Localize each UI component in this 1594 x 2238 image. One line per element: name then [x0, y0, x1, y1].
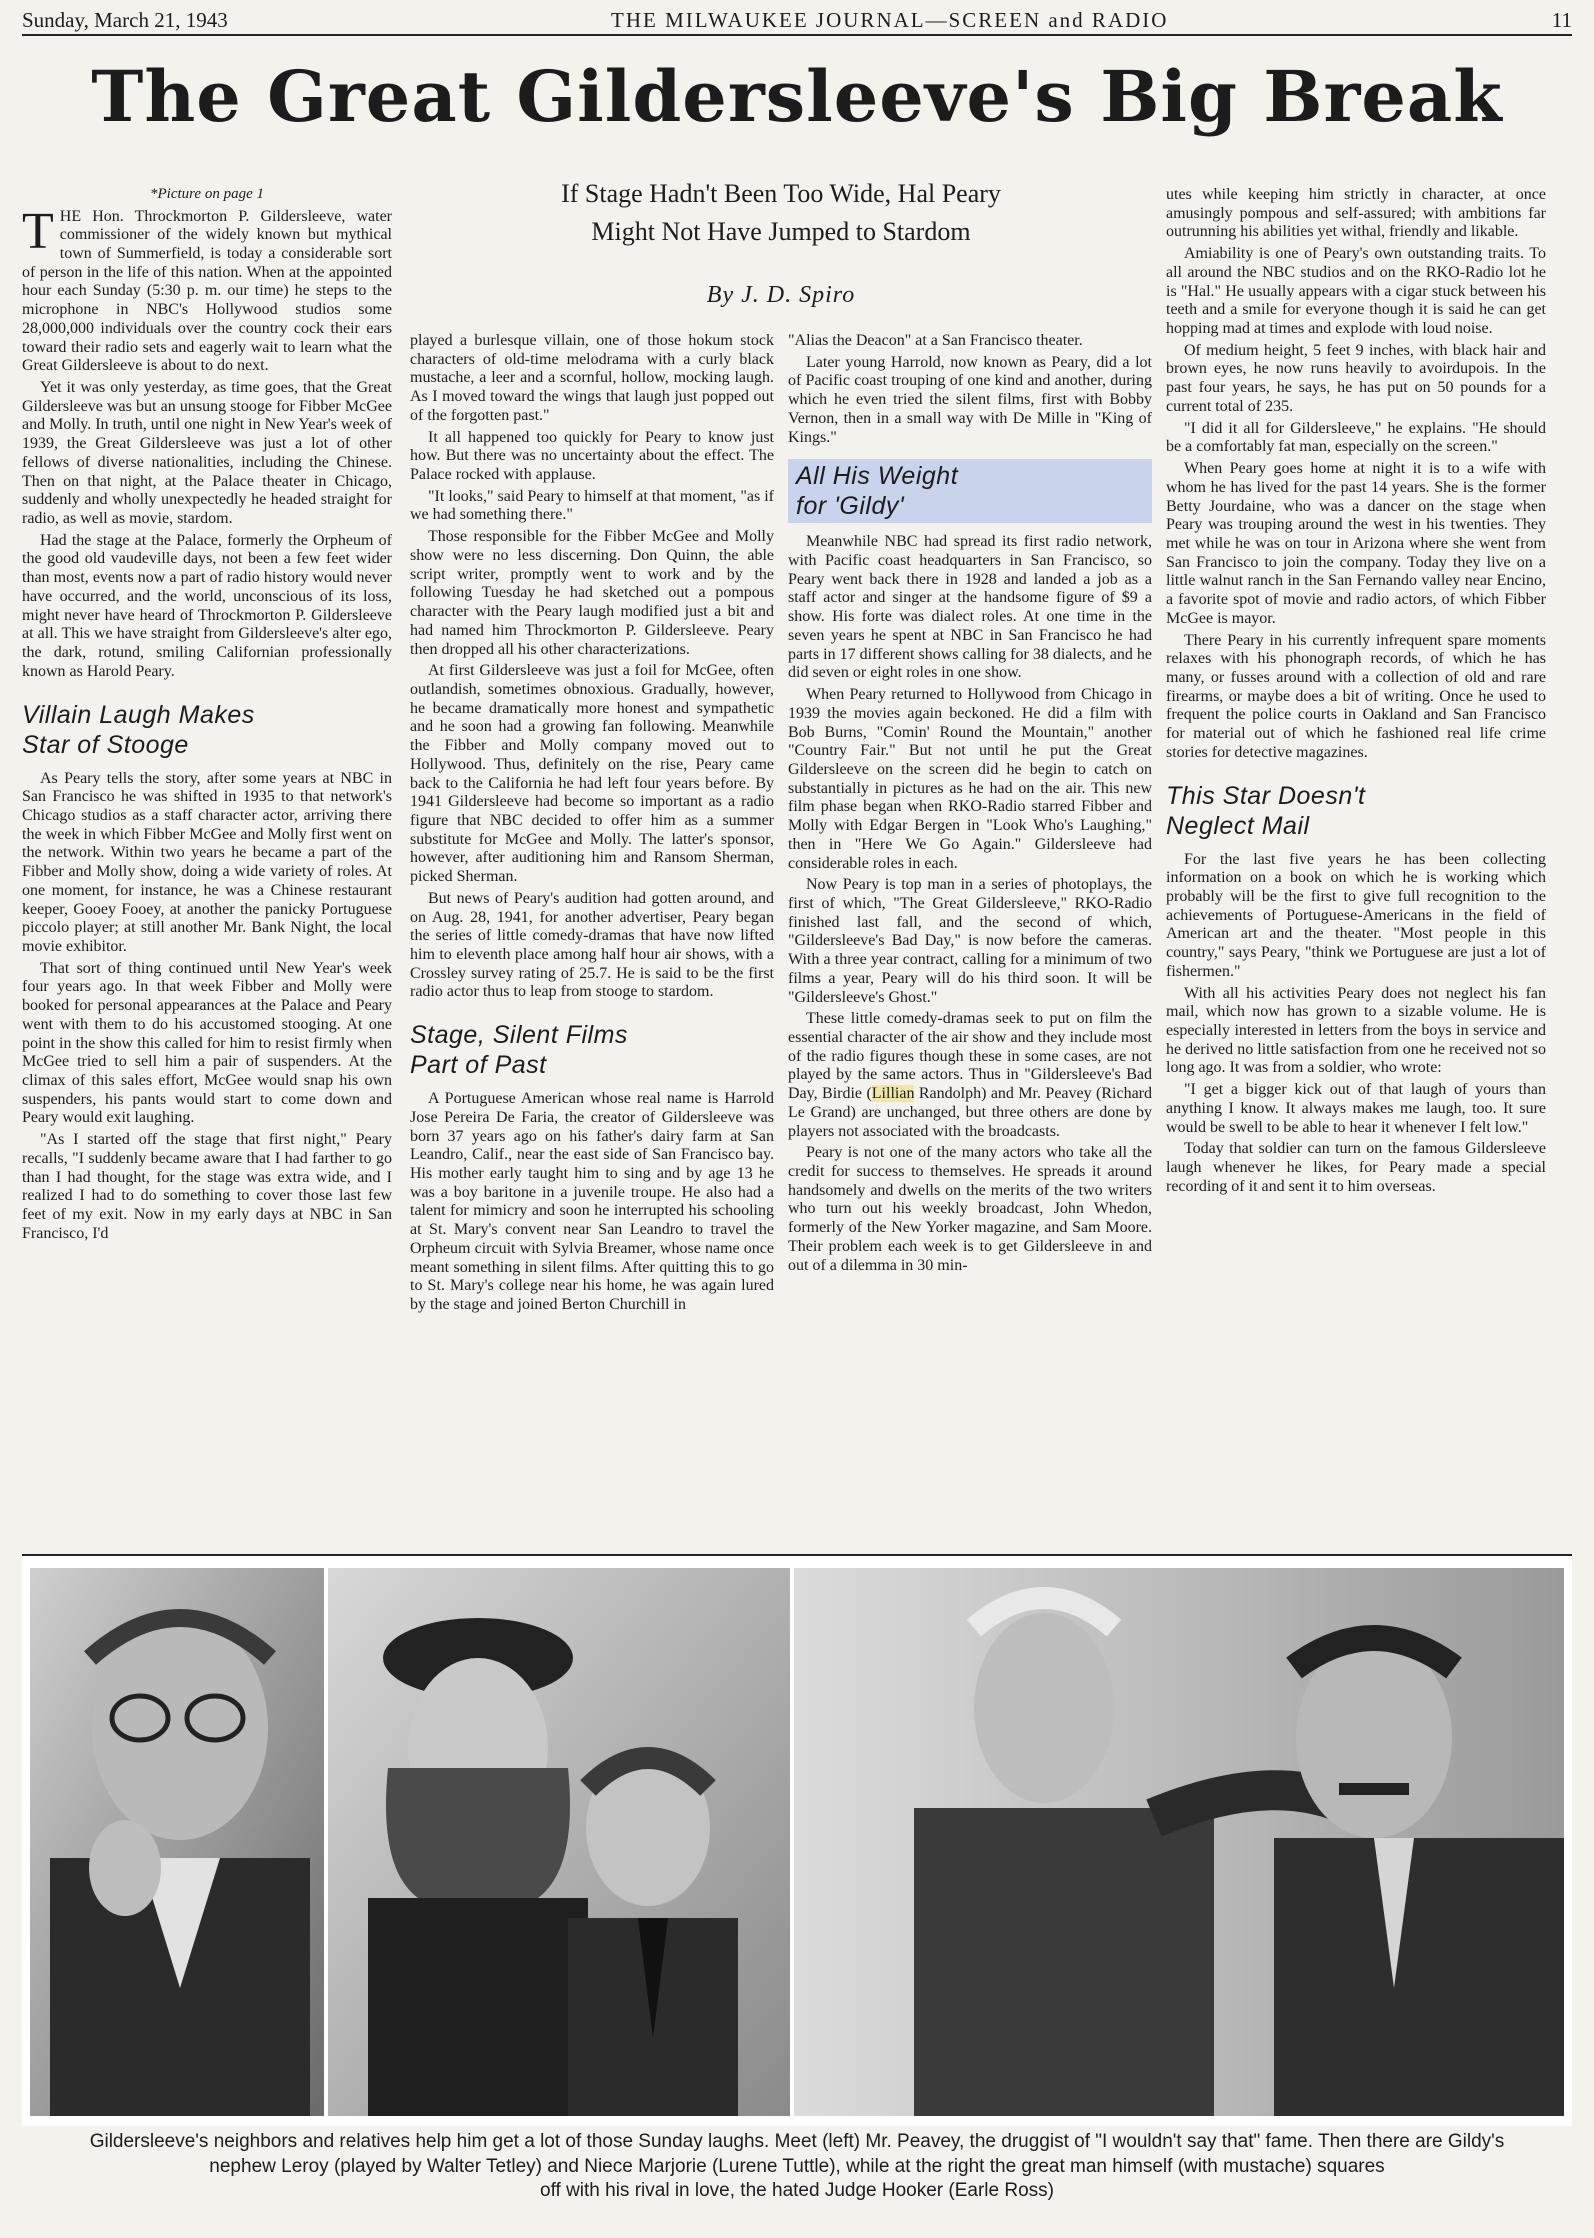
- photo-leroy-and-marjorie-image: [328, 1568, 790, 2116]
- paragraph: When Peary returned to Hollywood from Chicago in 1939 the movies again beckoned. He did a film with Bob Burns, "Comin' Round the Mountain," another "Country Fair." But not until he put the Great Gildersleeve on the screen did he begin to catch on substantially in pictures as he had on the air. This new film phase began when RKO-Radio starred Fibber and Molly with Edgar Bergen in "Look Who's Laughing," then in "Here We Go Again." Gildersleeve had considerable roles in each.: [788, 686, 1152, 872]
- photo-caption: [22, 2130, 1572, 2204]
- subhead-line: Neglect Mail: [1166, 811, 1310, 840]
- paragraph: "Alias the Deacon" at a San Francisco theater.: [788, 332, 1083, 349]
- caption-line: nephew Leroy (played by Walter Tetley) and Niece Marjorie (Lurene Tuttle), while at the right the great man himself (with mustache) squares: [209, 2155, 1385, 2177]
- caption-line: off with his rival in love, the hated Judge Hooker (Earle Ross): [540, 2180, 1054, 2202]
- paragraph: "As I started off the stage that first night," Peary recalls, "I suddenly became aware that I had farther to go than I had thought, for the stage was extra wide, and I realized I had to do something to cover those last few feet of my exit. Now in my early days at NBC in San Francisco, I'd: [22, 1131, 392, 1242]
- masthead-date: Sunday, March 21, 1943: [22, 7, 228, 32]
- lead-text: HE Hon. Throckmorton P. Gildersleeve, water commissioner of the widely known but mythical town of Summerfield, is today a considerable sort of person in the life of this nation. When at the appointed hour each Sunday (5:30 p. m. our time) he steps to the microphone in NBC's Hollywood studios some 28,000,000 individuals over the country cock their ears toward their radio sets and eagerly wait to learn what the Great Gildersleeve is about to do next.: [22, 207, 392, 375]
- subhead-line: Part of Past: [410, 1051, 547, 1080]
- masthead-page-number: 11: [1551, 7, 1572, 32]
- paragraph: "I get a bigger kick out of that laugh of yours than anything I know. It always makes me laugh, too. It sure would be swell to be able to hear it whenever I felt low.": [1166, 1081, 1546, 1136]
- article-column-1: [22, 186, 392, 1536]
- drop-cap: T: [22, 202, 54, 260]
- paragraph: Later young Harrold, now known as Peary, did a lot of Pacific coast trouping of one kind and another, during which he even tried the silent films, first with Bobby Vernon, then in a small way with De Mille in "King of Kings.": [788, 353, 1152, 446]
- headline: The Great Gildersleeve's Big Break: [91, 55, 1503, 138]
- subhead-all-his-weight: [788, 459, 1152, 523]
- subhead-line: for 'Gildy': [796, 492, 905, 521]
- masthead-paper: THE MILWAUKEE JOURNAL—SCREEN and RADIO: [611, 7, 1169, 32]
- paragraph: Now Peary is top man in a series of photoplays, the first of which, "The Great Gildersleeve," RKO-Radio finished last fall, and the second of which, "Gildersleeve's Bad Day," is now before the cameras. With a three year contract, calling for a minimum of two films a year, Peary will do his third soon. It will be "Gildersleeve's Ghost.": [788, 876, 1152, 1006]
- paragraph: It all happened too quickly for Peary to know just how. But there was no uncertainty about the effect. The Palace rocked with applause.: [410, 428, 774, 484]
- paragraph: "It looks," said Peary to himself at that moment, "as if we had something there.": [410, 487, 774, 524]
- subhead-line: Star of Stooge: [22, 730, 189, 759]
- paragraph: There Peary in his currently infrequent spare moments relaxes with his phonograph records, of which he has many, or fusses around with a collection of old and rare firearms, or maybe does a bit of writing. Once he used to frequent the police courts in Oakland and San Francisco for material out of which he fashioned real life crime stories for detective magazines.: [1166, 631, 1546, 761]
- paragraph: utes while keeping him strictly in character, at once amusingly pompous and self-assured; with ambitions far outrunning his abilities yet withal, friendly and likable.: [1166, 186, 1546, 241]
- paragraph: Today that soldier can turn on the famous Gildersleeve laugh whenever he likes, for Peary made a special recording of it and sent it to him overseas.: [1166, 1140, 1546, 1195]
- article-column-3: [788, 332, 1152, 1532]
- deck: [410, 175, 1152, 250]
- subhead-line: Villain Laugh Makes: [22, 700, 255, 729]
- paragraph: Yet it was only yesterday, as time goes, that the Great Gildersleeve was but an unsung stooge for Fibber McGee and Molly. In truth, until one night in New Year's week of 1939, the Great Gildersleeve was just a lot of other fellows of diverse nationalities, including the Chinese. Then on that night, at the Palace theater in Chicago, suddenly and wholly unexpectedly he headed straight for radio, as well as movie, stardom.: [22, 379, 392, 528]
- text-run: These little comedy-dramas seek to put on film the essential character of the air show and they include most of the radio figures though these in some cases, are not played by the same actors. Thus in "Gildersleeve's Bad Day, Birdie (: [788, 1010, 1152, 1103]
- paragraph: Meanwhile NBC had spread its first radio network, with Pacific coast headquarters in San Francisco, so Peary went back there in 1928 and landed a job as a staff actor and singer at the handsome figure of $9 a show. His forte was dialect roles. At one time in the seven years he spent at NBC in San Francisco he had parts in 17 different shows calling for 38 dialects, and he did seven or eight roles in one show.: [788, 533, 1152, 682]
- text-run: Randolph) and Mr. Peavey (Richard Le Grand) are unchanged, but three others are done by players not associated with the broadcasts.: [788, 1085, 1152, 1140]
- paragraph: Amiability is one of Peary's own outstanding traits. To all around the NBC studios and on the RKO-Radio lot he is "Hal." He usually appears with a cigar stuck between his teeth and a smile for everyone though it is said he can get hopping mad at times and explode with loud noise.: [1166, 245, 1546, 338]
- byline: By J. D. Spiro: [706, 282, 856, 308]
- photo-gildersleeve-and-judge-hooker-image: [794, 1568, 1564, 2116]
- photo-gildersleeve-and-judge-hooker: [794, 1568, 1564, 2116]
- paragraph: Of medium height, 5 feet 9 inches, with black hair and brown eyes, he now runs heavily to avoirdupois. In the past four years, he says, he has put on 50 pounds for a current total of 235.: [1166, 341, 1546, 415]
- photo-mr-peavey: [30, 1568, 324, 2116]
- highlighted-word: Lillian: [871, 1085, 915, 1103]
- masthead: [22, 6, 1572, 36]
- paragraph: A Portuguese American whose real name is Harrold Jose Pereira De Faria, the creator of Gildersleeve was born 37 years ago on his father's dairy farm at San Leandro, Calif., near the east side of San Francisco bay. His mother early taught him to sing and by age 13 he was a boy baritone in a juvenile troupe. He also had a talent for mimicry and soon he interrupted his schooling at St. Mary's convent near San Leandro to travel the Orpheum circuit with Sylvia Breamer, whose name once meant something in silent films. After quitting this to go to St. Mary's college near his home, he was again lured by the stage and joined Berton Churchill in: [410, 1090, 774, 1314]
- subhead-line: Stage, Silent Films: [410, 1021, 628, 1050]
- paragraph: That sort of thing continued until New Year's week four years ago. In that week Fibber and Molly were booked for personal appearances at the Palace and Peary went with them to do his accustomed stooging. At one point in the show this called for him to resist firmly when McGee tried to sell him a pair of suspenders. At the climax of this sales effort, McGee would snap his own suspenders, his pants would start to come down and Peary would exit laughing.: [22, 959, 392, 1127]
- paragraph: played a burlesque villain, one of those hokum stock characters of old-time melodrama with a curly black mustache, a leer and a scornful, hollow, mocking laugh. As I moved toward the wings that laugh just popped out of the forgotten past.": [410, 332, 774, 424]
- lead-paragraph: [22, 202, 392, 376]
- photo-strip: [22, 1554, 1572, 2126]
- caption-line: Gildersleeve's neighbors and relatives help him get a lot of those Sunday laughs. Meet (left) Mr. Peavey, the druggist of "I wouldn't say that" fame. Then there are Gildy's: [89, 2131, 1505, 2152]
- picture-note: *Picture on page 1: [149, 186, 264, 202]
- subhead-villain-laugh: [22, 700, 392, 760]
- paragraph: "I did it all for Gildersleeve," he explains. "He should be a comfortably fat man, especially on the screen.": [1166, 419, 1546, 456]
- paragraph: As Peary tells the story, after some years at NBC in San Francisco he was shifted in 1935 to that network's Chicago studios as a staff character actor, arriving there the week in which Fibber McGee and Molly first went on the network. Within two years he became a part of the Fibber and Molly show, doing a wide variety of roles. At one moment, for instance, he was a Chinese restaurant keeper, Gooey Fooey, at another the panicky Portuguese piccolo player; at still another Mr. Bank Night, the local movie exhibitor.: [22, 769, 392, 955]
- paragraph: Peary is not one of the many actors who take all the credit for success to themselves. He spreads it around handsomely and dwells on the merits of the two writers who turn out his weekly broadcast, John Whedon, formerly of the New Yorker magazine, and Sam Moore. Their problem each week is to get Gildersleeve in and out of a dilemma in 30 min-: [788, 1144, 1152, 1274]
- deck-line-2: Might Not Have Jumped to Stardom: [591, 216, 971, 246]
- article-column-2: [410, 332, 774, 1532]
- paragraph: With all his activities Peary does not neglect his fan mail, which now has grown to a sizable volume. He is especially interested in letters from the boys in service and he derived no little satisfaction from one he received not so long ago. It was from a soldier, who wrote:: [1166, 984, 1546, 1077]
- subhead-star-neglect-mail: [1166, 781, 1546, 841]
- paragraph: At first Gildersleeve was just a foil for McGee, often outlandish, sometimes obnoxious. Gradually, however, he became dramatically more honest and sympathetic and he soon had a growing fan following. Meanwhile the Fibber and Molly company moved out to Hollywood. Thus, definitely on the rise, Peary came back to the California he had left four years before. By 1941 Gildersleeve had become so important as a radio figure that NBC decided to offer him as a summer substitute for McGee and Molly. The latter's sponsor, however, after auditioning him and Ransom Sherman, picked Sherman.: [410, 662, 774, 886]
- paragraph: Those responsible for the Fibber McGee and Molly show were no less discerning. Don Quinn, the able script writer, promptly went to work and by the following Tuesday he had sketched out a pompous character with the Peary laugh modified just a bit and had named him Throckmorton P. Gildersleeve. Peary then dropped all his other characterizations.: [410, 528, 774, 658]
- subhead-line: All His Weight: [796, 462, 959, 491]
- photo-mr-peavey-image: [30, 1568, 324, 2116]
- paragraph-with-highlight: [788, 1010, 1152, 1141]
- subhead-line: This Star Doesn't: [1166, 781, 1366, 810]
- paragraph: Had the stage at the Palace, formerly the Orpheum of the good old vaudeville days, not been a few feet wider than most, events now a part of radio history would never have occurred, and the world, unconscious of its loss, might never have heard of Throckmorton P. Gildersleeve at all. This we have straight from Gildersleeve's alter ego, the dark, rotund, smiling Californian professionally known as Harold Peary.: [22, 531, 392, 680]
- photo-leroy-and-marjorie: [328, 1568, 790, 2116]
- paragraph: But news of Peary's audition had gotten around, and on Aug. 28, 1941, for another advertiser, Peary began the series of little comedy-dramas that have now lifted him to eleventh place among half hour air shows, with a Crossley survey rating of 25.7. He is said to be the first radio actor thus to leap from stooge to stardom.: [410, 889, 774, 1001]
- paragraph: For the last five years he has been collecting information on a book on which he is working which probably will be the first to give full recognition to the achievements of Portuguese-Americans in the field of American art and the theater. "Most people in this country," says Peary, "think we Portuguese are just a lot of fishermen.": [1166, 850, 1546, 980]
- article-column-4: [1166, 186, 1546, 1536]
- subhead-stage-silent-films: [410, 1020, 774, 1080]
- deck-line-1: If Stage Hadn't Been Too Wide, Hal Peary: [561, 179, 1001, 208]
- paragraph: When Peary goes home at night it is to a wife with whom he has lived for the past 14 years. She is the former Betty Jourdaine, who was a dancer on the stage when Peary was trouping around the west in his twenties. They met while he was on tour in Arizona where she went from San Francisco to join the company. Today they live on a little walnut ranch in the San Fernando valley near Encino, a favorite spot of movie and radio actors, of which Fibber McGee is mayor.: [1166, 460, 1546, 627]
